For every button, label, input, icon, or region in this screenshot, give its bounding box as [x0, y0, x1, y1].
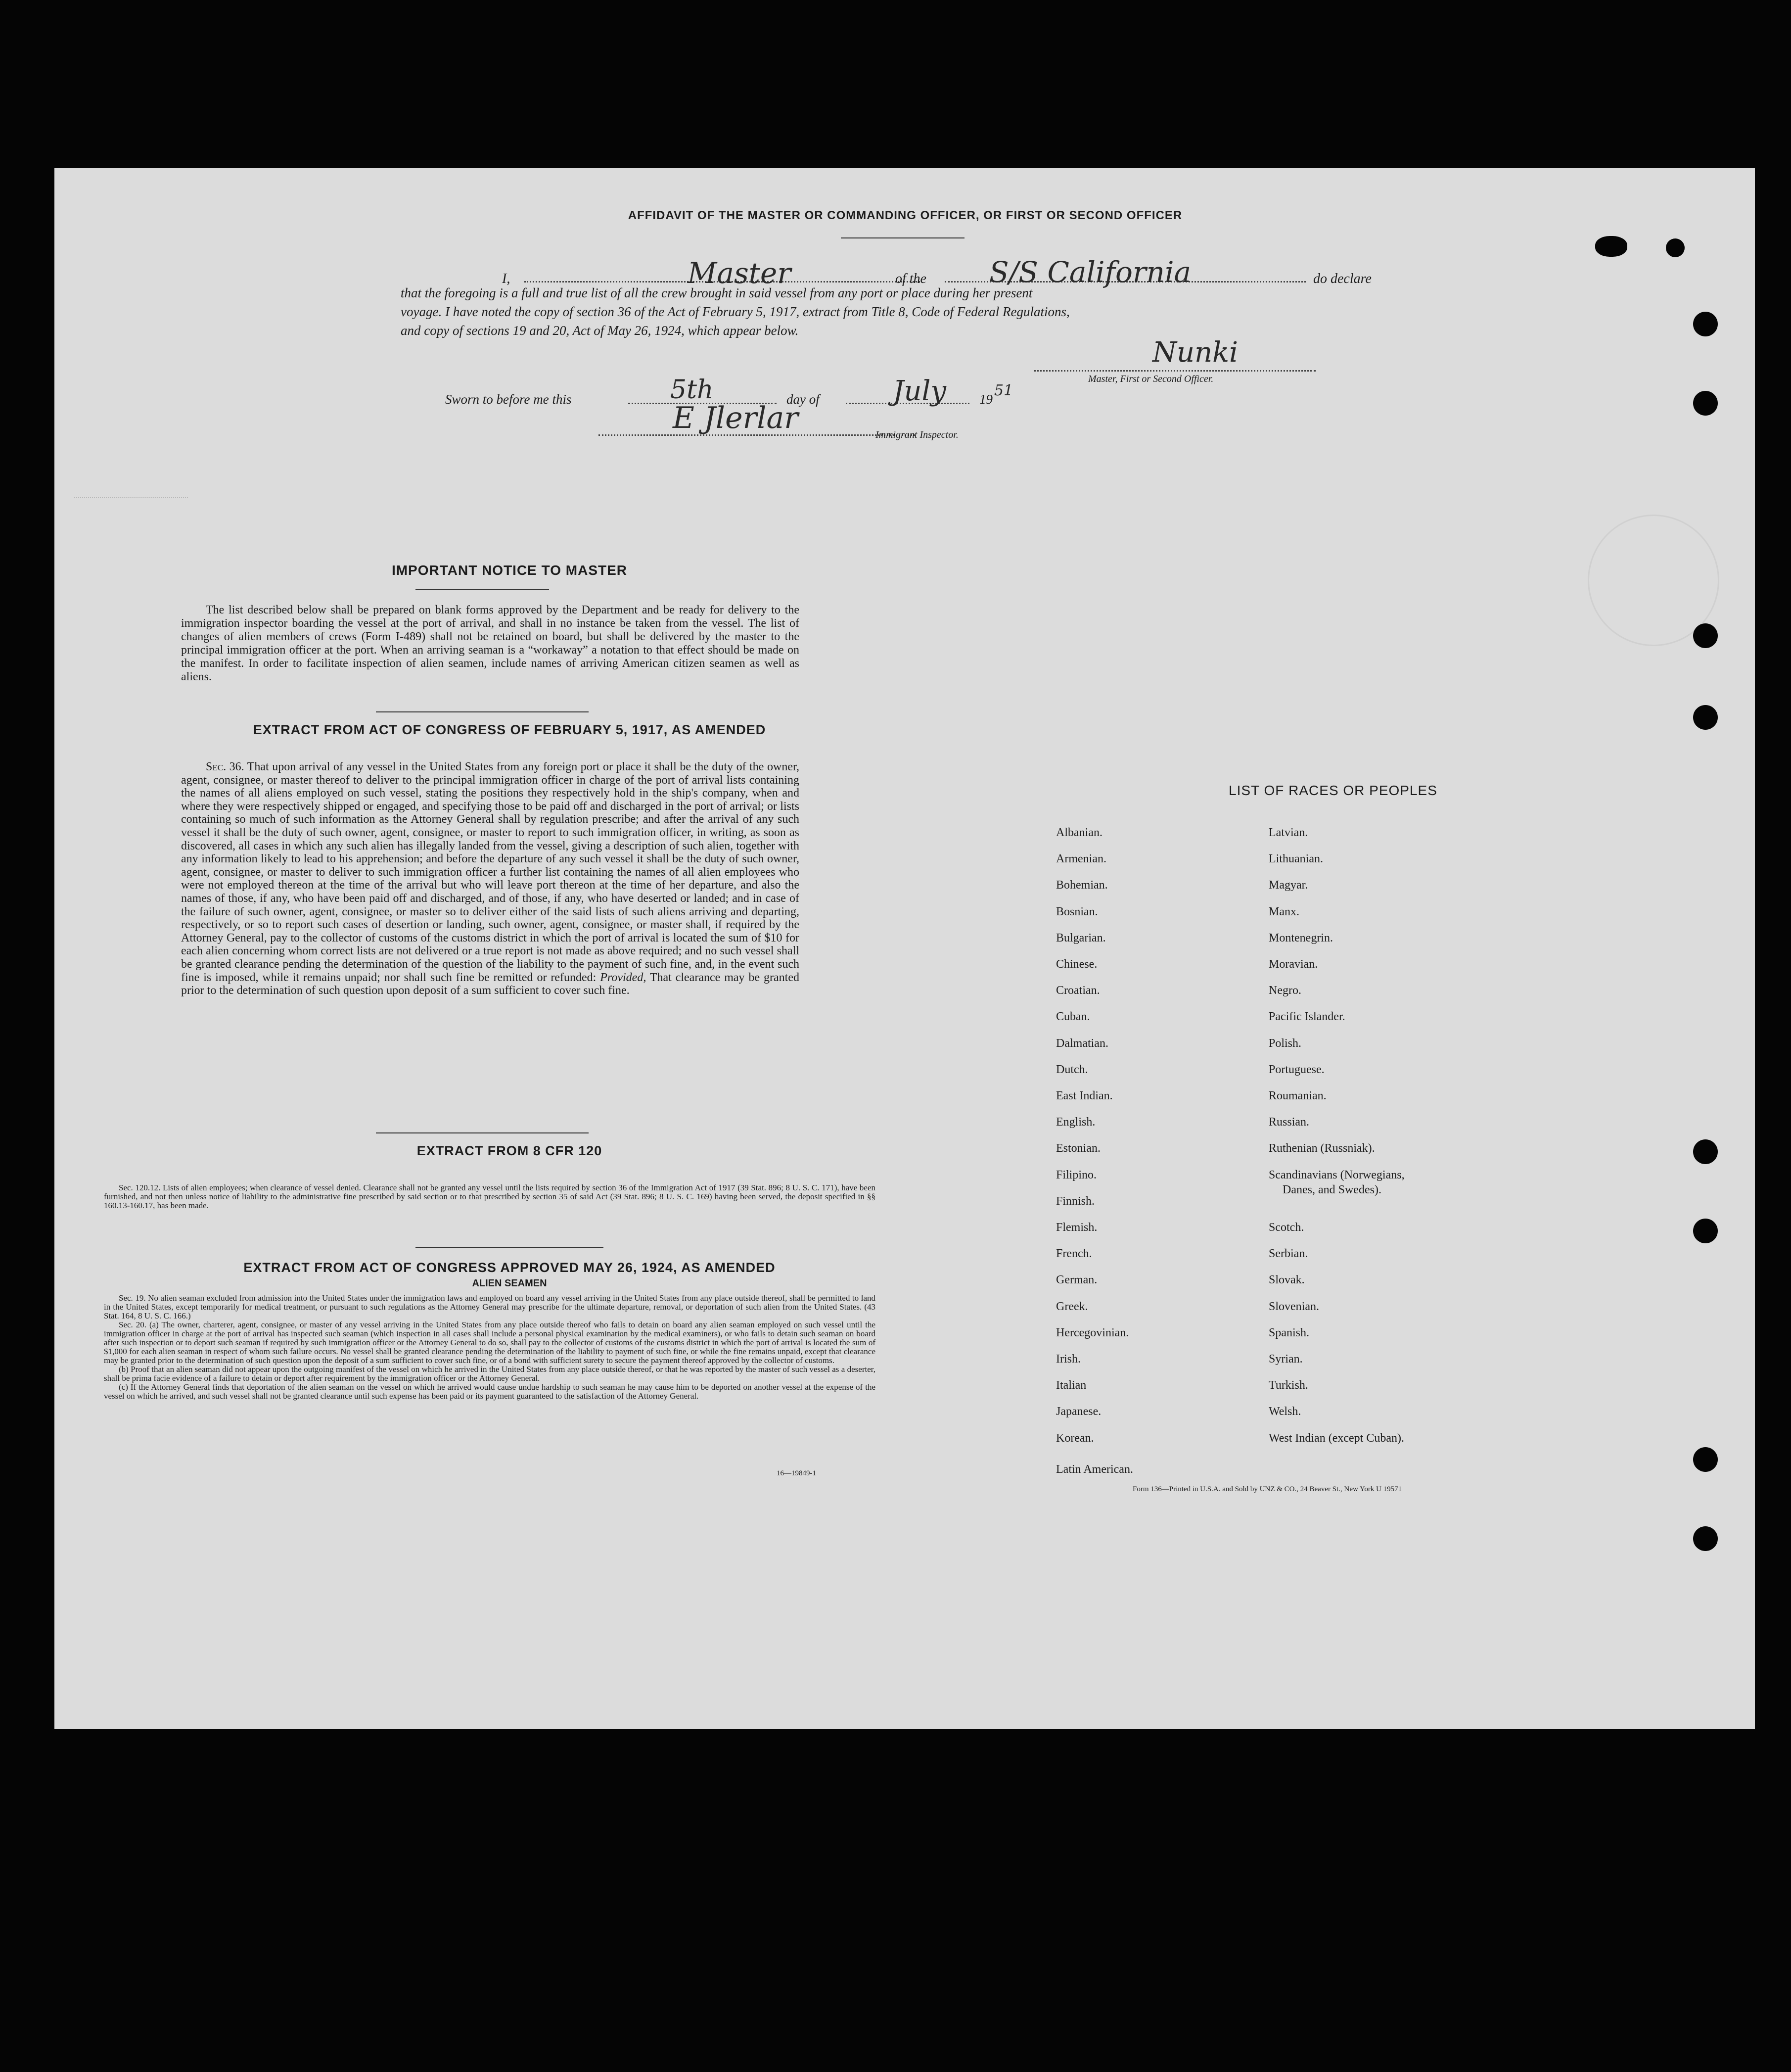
race-item: Bosnian.	[1056, 905, 1098, 918]
race-item: Scandinavians (Norwegians,	[1269, 1168, 1405, 1181]
race-item: Scotch.	[1269, 1221, 1304, 1234]
notice-text: The list described below shall be prepared on blank forms approved by the Department and be ready for delivery to the immigration inspector boarding the vessel at the port of arrival, and shall in no instance be taken from the vessel. The list of changes of alien members of crews (Form I-489) shall not be retained on board, but shall be delivered by the master to the principal immigration officer at the port. When an arriving seaman is a “workaway” a notation to that effect should be made on the manifest. In order to facilitate inspection of alien seamen, include names of arriving American citizen seamen as well as aliens.	[181, 604, 799, 683]
race-item: Roumanian.	[1269, 1089, 1327, 1102]
race-item: German.	[1056, 1273, 1098, 1287]
notice-heading: IMPORTANT NOTICE TO MASTER	[391, 563, 628, 578]
race-item: Danes, and Swedes).	[1283, 1183, 1381, 1196]
print-code: 16—19849-1	[777, 1469, 816, 1477]
punch-hole	[1693, 391, 1718, 416]
race-item: West Indian (except Cuban).	[1269, 1431, 1404, 1445]
race-item: English.	[1056, 1116, 1096, 1129]
provided-label: Provided,	[600, 971, 646, 984]
race-item: Polish.	[1269, 1036, 1302, 1050]
race-item: Finnish.	[1056, 1194, 1095, 1208]
i-label: I,	[502, 271, 510, 286]
extract-8cfr-heading: EXTRACT FROM 8 CFR 120	[416, 1143, 602, 1158]
punch-hole	[1693, 623, 1718, 648]
race-item: Spanish.	[1269, 1326, 1310, 1339]
race-item: East Indian.	[1056, 1089, 1113, 1102]
rank-handwritten: Master	[688, 256, 791, 290]
race-item: Japanese.	[1056, 1405, 1102, 1418]
affidavit-title: AFFIDAVIT OF THE MASTER OR COMMANDING OFFICER, OR FIRST OR SECOND OFFICER	[628, 209, 1183, 222]
race-item: Armenian.	[1056, 852, 1106, 866]
month-handwritten: July	[893, 375, 947, 407]
punch-hole	[1693, 1447, 1718, 1472]
sec-36-label: Sec. 36.	[206, 760, 244, 773]
alien-seamen-subheading: ALIEN SEAMEN	[472, 1278, 547, 1289]
race-item: Greek.	[1056, 1300, 1088, 1313]
race-item: Croatian.	[1056, 984, 1100, 997]
officer-signature: Nunki	[1152, 336, 1238, 369]
punch-hole	[1666, 238, 1685, 257]
affidavit-line3: voyage. I have noted the copy of section 36 of the Act of February 5, 1917, extract from Title 8, Code of Federal Regulations,	[401, 304, 1070, 319]
race-item: Italian	[1056, 1379, 1087, 1392]
race-item: Magyar.	[1269, 879, 1308, 892]
vessel-handwritten: S/S California	[989, 255, 1192, 289]
punch-hole	[1595, 236, 1627, 257]
race-item: Albanian.	[1056, 826, 1102, 839]
race-item: Estonian.	[1056, 1142, 1101, 1155]
day-handwritten: 5th	[670, 375, 714, 405]
punch-hole	[1693, 1139, 1718, 1164]
inspector-caption: Immigrant Inspector.	[875, 429, 959, 440]
race-item: Welsh.	[1269, 1405, 1301, 1418]
race-item: Moravian.	[1269, 958, 1318, 971]
race-item: Korean.	[1056, 1431, 1094, 1445]
race-item: Montenegrin.	[1269, 931, 1333, 944]
punch-hole	[1693, 312, 1718, 336]
extract-1924-heading: EXTRACT FROM ACT OF CONGRESS APPROVED MAY 26, 1924, AS AMENDED	[243, 1260, 776, 1275]
race-item: Latin American.	[1056, 1462, 1133, 1476]
race-item: Irish.	[1056, 1353, 1081, 1366]
race-item: Slovak.	[1269, 1273, 1305, 1287]
race-item: Dalmatian.	[1056, 1036, 1108, 1050]
officer-caption: Master, First or Second Officer.	[1088, 374, 1214, 384]
race-item: Syrian.	[1269, 1353, 1303, 1366]
punch-hole	[1693, 1526, 1718, 1551]
sec-20b-text: (b) Proof that an alien seaman did not appear upon the outgoing manifest of the vessel on which he arrived in the United States from any place outside thereof, or that he was reported by the master of such vessel as a deserter, shall be prima facie evidence of a failure to detain or deport after requirement by the immigration officer or the Attorney General.	[104, 1365, 875, 1383]
do-declare-label: do declare	[1313, 271, 1372, 286]
race-item: Chinese.	[1056, 958, 1098, 971]
race-item: Ruthenian (Russniak).	[1269, 1142, 1375, 1155]
year-printed: 19	[979, 392, 993, 407]
affidavit-line2: that the foregoing is a full and true list of all the crew brought in said vessel from any port or place during her present	[401, 285, 1033, 300]
day-of-label: day of	[786, 392, 820, 407]
sec-19-text: Sec. 19. No alien seaman excluded from admission into the United States under the immigration laws and employed on board any vessel arriving in the United States from any place outside thereof, shall be permitted to land in the United States, except temporarily for medical treatment, or pursuant to such regulations as the Attorney General may prescribe for the ultimate departure, removal, or deportation of such alien from the United States. (43 Stat. 164, 8 U. S. C. 166.)	[104, 1293, 875, 1320]
race-item: Latvian.	[1269, 826, 1308, 839]
race-item: Pacific Islander.	[1269, 1010, 1345, 1024]
sec-20c-text: (c) If the Attorney General finds that deportation of the alien seaman on the vessel on which he arrived would cause undue hardship to such seaman he may cause him to be deported on another vessel at the expense of the vessel on which he arrived, and such vessel shall not be granted clearance until such expense has been paid or its payment guaranteed to the satisfaction of the Attorney General.	[104, 1382, 875, 1401]
extract-1924-text	[104, 1294, 875, 1401]
race-item: Serbian.	[1269, 1247, 1308, 1261]
race-item: Manx.	[1269, 905, 1299, 918]
inspector-signature: E Jlerlar	[673, 401, 798, 435]
sec-20a-text: Sec. 20. (a) The owner, charterer, agent, consignee, or master of any vessel arriving in the United States from any place outside thereof who fails to detain on board any alien seaman employed on such vessel until the immigration officer in charge at the port of arrival has inspected such seaman (which inspection in all cases shall include a personal physical examination by the medical examiners), or who fails to detain such seaman on board after such inspection or to deport such seaman if required by such immigration officer or the Attorney General to do so, shall pay to the collector of customs of the customs district in which the port of arrival is located the sum of $1,000 for each alien seaman in respect of whom such failure occurs. No vessel shall be granted clearance pending the determination of the liability to payment of such fine, or while the fine remains unpaid, except that clearance may be granted prior to the determination of such question upon the deposit of a sum sufficient to cover such fine, or of a bond with sufficient surety to secure the payment thereof approved by the collector of customs.	[104, 1320, 875, 1365]
race-item: Flemish.	[1056, 1221, 1098, 1234]
race-item: Hercegovinian.	[1056, 1326, 1129, 1339]
punch-hole	[1693, 1219, 1718, 1243]
race-item: Filipino.	[1056, 1168, 1097, 1181]
race-item: Dutch.	[1056, 1063, 1088, 1076]
sworn-label: Sworn to before me this	[445, 392, 572, 407]
affidavit-line4: and copy of sections 19 and 20, Act of May 26, 1924, which appear below.	[401, 323, 799, 338]
race-item: Turkish.	[1269, 1379, 1308, 1392]
document-page	[54, 168, 1755, 1729]
year-handwritten: 51	[994, 382, 1013, 399]
extract-1917-heading: EXTRACT FROM ACT OF CONGRESS OF FEBRUARY 5, 1917, AS AMENDED	[253, 722, 766, 737]
race-item: Bulgarian.	[1056, 931, 1106, 944]
form-footer: Form 136—Printed in U.S.A. and Sold by UNZ & CO., 24 Beaver St., New York U 19571	[1133, 1485, 1402, 1493]
race-item: Lithuanian.	[1269, 852, 1323, 866]
race-item: Portuguese.	[1269, 1063, 1325, 1076]
race-item: Slovenian.	[1269, 1300, 1319, 1313]
race-item: Russian.	[1269, 1116, 1310, 1129]
extract-8cfr-text: Sec. 120.12. Lists of alien employees; when clearance of vessel denied. Clearance shall not be granted any vessel until the lists required by section 36 of the Immigration Act of 1917 (39 Stat. 896; 8 U. S. C. 171), have been furnished, and not then unless notice of liability to the administrative fine prescribed by said section or to that prescribed by section 35 of said Act (39 Stat. 896; 8 U. S. C. 169) having been served, the deposit specified in §§ 160.13-160.17, has been made.	[104, 1183, 875, 1210]
races-heading: LIST OF RACES OR PEOPLES	[1229, 783, 1437, 798]
race-item: Negro.	[1269, 984, 1301, 997]
race-item: Cuban.	[1056, 1010, 1090, 1024]
race-item: French.	[1056, 1247, 1092, 1261]
title-rule	[841, 237, 964, 238]
punch-hole	[1693, 705, 1718, 730]
faint-stamp	[74, 468, 188, 498]
of-the-label: of the	[895, 271, 926, 286]
race-item: Bohemian.	[1056, 879, 1108, 892]
extract-1917-text: Sec. 36. That upon arrival of any vessel in the United States from any foreign port or place it shall be the duty of the owner, agent, consignee, or master thereof to deliver to the principal immigration officer in charge of the port of arrival lists containing the names of all aliens employed on such vessel, stating the positions they respectively hold in the ship's company, when and where they were respectively shipped or engaged, and specifying those to be paid off and discharged in the port of arrival; or lists containing so much of such information as the Attorney General shall by regulation prescribe; and after the arrival of any such vessel it shall be the duty of such owner, agent, consignee, or master to report to such immigration officer, in writing, as soon as discovered, all cases in which any such alien has illegally landed from the vessel, giving a description of such alien, together with any information likely to lead to his apprehension; and before the departure of any such vessel it shall be the duty of such owner, agent, consignee, or master to deliver to such immigration officer a further list containing the names of all alien employees who were not employed thereon at the time of the arrival but who will leave port thereon at the time of her departure, and also the names of those, if any, who have been paid off and discharged, and of those, if any, who have deserted or landed; and in case of the failure of such owner, agent, consignee, or master so to deliver either of the said lists of such aliens arriving and departing, respectively, or so to report such cases of desertion or landing, such owner, agent, consignee, or master shall, if required by the Attorney General, pay to the collector of customs of the customs district in which the port of arrival is located the sum of $10 for each alien concerning whom correct lists are not delivered or a true report is not made as above required; and no such vessel shall be granted clearance pending the determination of the question of the liability to the payment of such fine, and, in the event such fine is imposed, while it remains unpaid; nor shall such fine be remitted or refunded: Provided, That clearance may be granted prior to the determination of such question upon deposit of a sum sufficient to cover such fine.	[181, 760, 799, 997]
